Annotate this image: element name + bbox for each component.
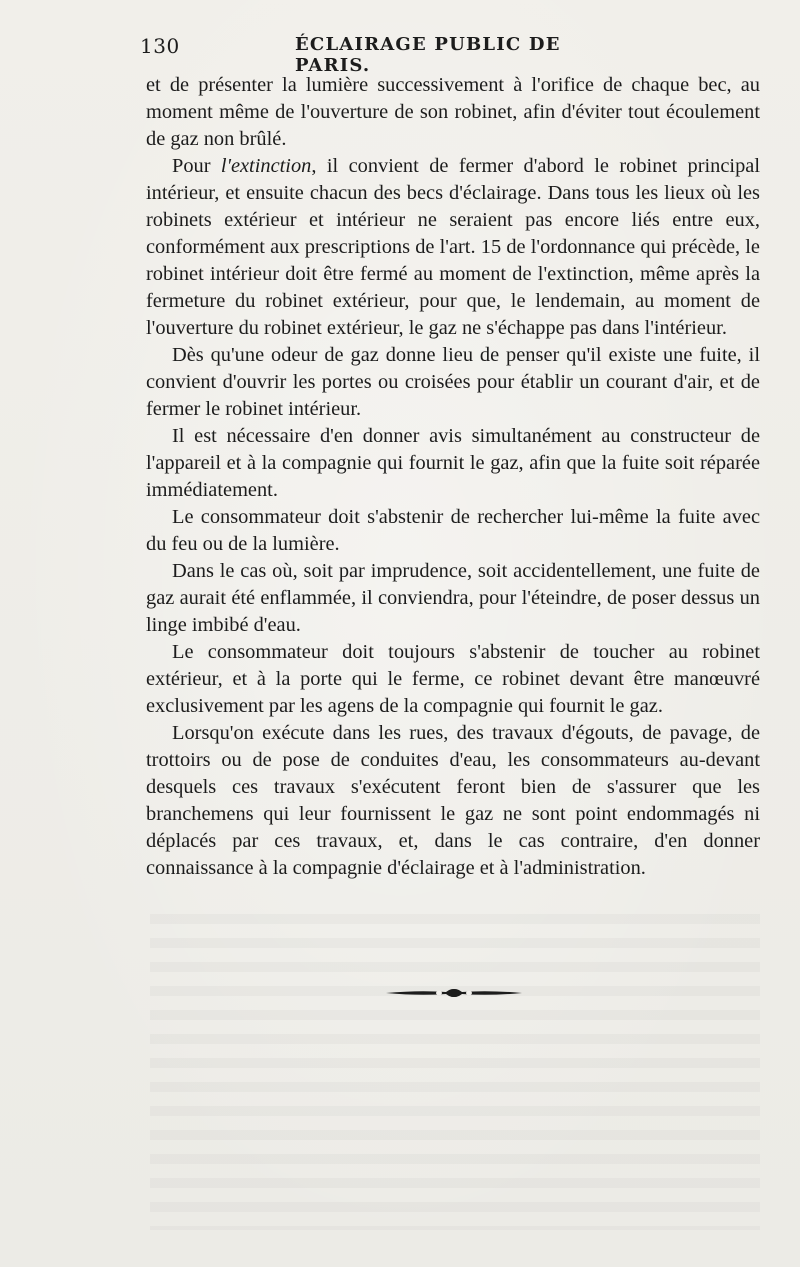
paragraph-6 (146, 558, 760, 639)
paragraph-text: Le consommateur doit toujours s'abstenir de toucher au robinet extérieur, et à la porte qui le ferme, ce robinet devant être manœuvré exclusivement par les agens de la compagnie qui fournit le gaz. (146, 641, 760, 717)
paragraph-7 (146, 639, 760, 720)
paragraph-text: Dans le cas où, soit par imprudence, soit accidentellement, une fuite de gaz aurait été enflammée, il conviendra, pour l'éteindre, de poser dessus un linge imbibé d'eau. (146, 560, 760, 636)
paragraph-1 (146, 72, 760, 153)
show-through-background (150, 900, 760, 1230)
paragraph-3 (146, 342, 760, 423)
paragraph-text: , il convient de fermer d'abord le robinet principal intérieur, et ensuite chacun des becs d'éclairage. Dans tous les lieux où les robinets extérieur et intérieur ne seraient pas encore liés entre eux, conformément aux prescriptions de l'art. 15 de l'ordonnance qui précède, le robinet intérieur doit être fermé au moment de l'extinction, même après la fermeture du robinet extérieur, pour que, le lendemain, au moment de l'ouverture du robinet extérieur, le gaz ne s'échappe pas dans l'intérieur. (146, 155, 760, 339)
italic-term: l'extinction (220, 155, 312, 177)
paragraph-lead: Pour (172, 155, 221, 177)
body-text (146, 72, 760, 882)
paragraph-2 (146, 153, 760, 342)
paragraph-text: Dès qu'une odeur de gaz donne lieu de penser qu'il existe une fuite, il convient d'ouvrir les portes ou croisées pour établir un courant d'air, et de fermer le robinet intérieur. (146, 344, 760, 420)
paragraph-text: et de présenter la lumière successivement à l'orifice de chaque bec, au moment même de l'ouverture de son robinet, afin d'éviter tout écoulement de gaz non brûlé. (146, 74, 760, 150)
paragraph-text: Lorsqu'on exécute dans les rues, des travaux d'égouts, de pavage, de trottoirs ou de pose de conduites d'eau, les consommateurs au-devant desquels ces travaux s'exécutent feront bien de s'assurer que les branchemens qui leur fournissent le gaz ne sont point endommagés ni déplacés par ces travaux, et, dans le cas contraire, d'en donner connaissance à la compagnie d'éclairage et à l'administration. (146, 722, 760, 879)
paragraph-text: Le consommateur doit s'abstenir de rechercher lui-même la fuite avec du feu ou de la lumière. (146, 506, 760, 555)
running-title: ÉCLAIRAGE PUBLIC DE PARIS. (295, 34, 561, 76)
page-number: 130 (140, 34, 180, 58)
page-header (140, 34, 620, 76)
paragraph-5 (146, 504, 760, 558)
paragraph-4 (146, 423, 760, 504)
decorative-rule-ornament-icon (384, 984, 524, 1002)
paragraph-8 (146, 720, 760, 882)
paragraph-text: Il est nécessaire d'en donner avis simultanément au constructeur de l'appareil et à la compagnie qui fournit le gaz, afin que la fuite soit réparée immédiatement. (146, 425, 760, 501)
